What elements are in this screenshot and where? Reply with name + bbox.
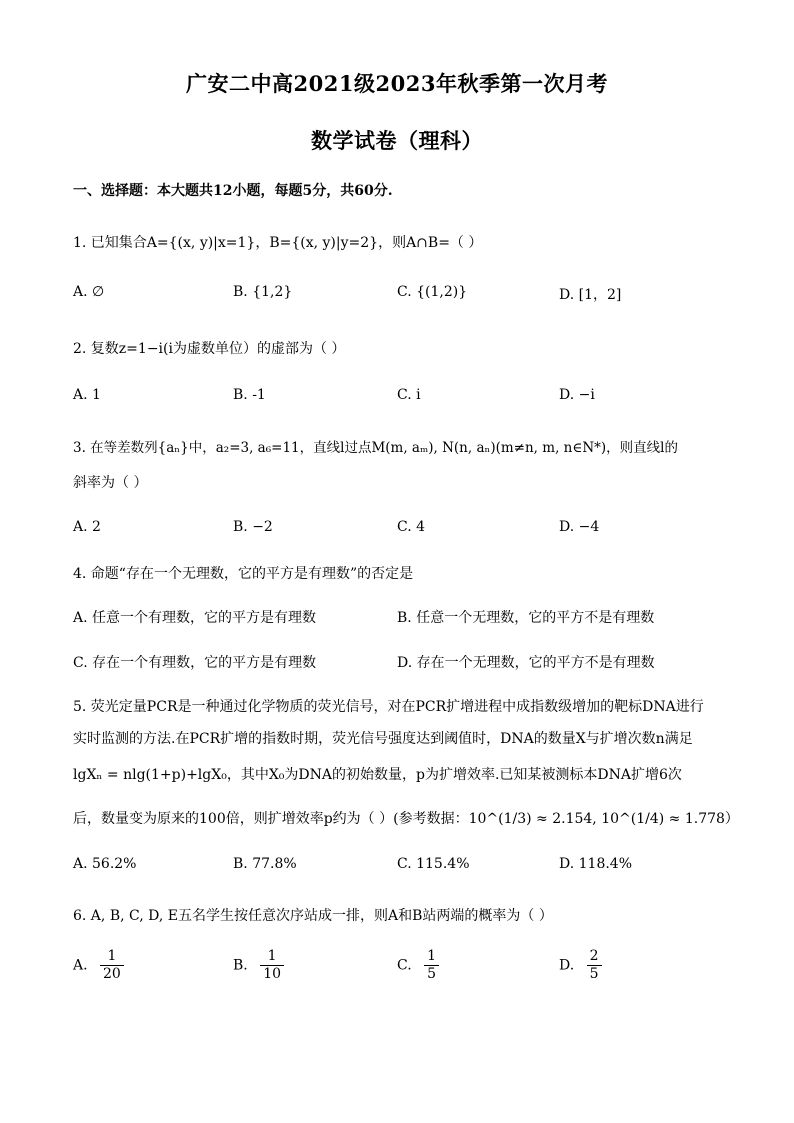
fraction-denominator: 5 xyxy=(589,966,599,982)
question-5-stem-line2: 实时监测的方法.在PCR扩增的指数时期，荧光信号强度达到阈值时，DNA的数量X与扩增次数n满足 xyxy=(73,731,693,747)
question-5-stem-line3: lgXₙ = nlg(1+p)+lgX₀，其中X₀为DNA的初始数量，p为扩增效率.已知某被测标本DNA扩增6次 xyxy=(73,767,682,783)
question-4-option-c: C. 存在一个有理数，它的平方是有理数 xyxy=(73,655,317,671)
question-1-option-a: A. ∅ xyxy=(73,284,105,300)
question-5-option-c: C. 115.4% xyxy=(397,856,470,872)
option-label: C. xyxy=(397,957,412,974)
question-1-stem: 1. 已知集合A={(x, y)|x=1}，B={(x, y)|y=2}，则A∩B=（ ） xyxy=(73,235,483,251)
option-label: D. xyxy=(559,957,575,974)
question-3-option-c: C. 4 xyxy=(397,519,426,535)
question-5-stem-line1: 5. 荧光定量PCR是一种通过化学物质的荧光信号，对在PCR扩增进程中成指数级增加的靶标DNA进行 xyxy=(73,699,704,715)
question-3-stem-line2: 斜率为（ ） xyxy=(73,475,148,491)
question-1-option-b: B. {1,2} xyxy=(233,284,293,300)
question-5-option-d: D. 118.4% xyxy=(559,856,633,872)
question-2-stem: 2. 复数z=1−i(i为虚数单位）的虚部为（ ） xyxy=(73,341,346,357)
option-label: B. xyxy=(233,957,248,974)
question-1-option-d: D. [1，2] xyxy=(559,287,622,303)
question-3-option-d: D. −4 xyxy=(559,519,600,535)
question-2-option-c: C. i xyxy=(397,387,421,403)
exam-title: 广安二中高2021级2023年秋季第一次月考 xyxy=(186,71,608,96)
question-5-stem-line4: 后，数量变为原来的100倍，则扩增效率p约为（ ）(参考数据：10^(1/3) ≈ 2.154, 10^(1/4) ≈ 1.778） xyxy=(73,811,739,827)
question-4-option-d: D. 存在一个无理数，它的平方不是有理数 xyxy=(397,655,655,671)
fraction-numerator: 1 xyxy=(100,948,124,966)
question-2-option-d: D. −i xyxy=(559,387,595,403)
fraction xyxy=(260,948,284,983)
fraction xyxy=(587,948,602,983)
question-2-option-b: B. -1 xyxy=(233,387,266,403)
question-3-option-a: A. 2 xyxy=(73,519,101,535)
question-6-option-d xyxy=(559,948,602,983)
question-2-option-a: A. 1 xyxy=(73,387,101,403)
question-6-option-c xyxy=(397,948,439,983)
fraction xyxy=(100,948,124,983)
question-6-option-b xyxy=(233,948,284,983)
question-6-stem: 6. A, B, C, D, E五名学生按任意次序站成一排，则A和B站两端的概率为（ ） xyxy=(73,908,553,924)
fraction-numerator: 2 xyxy=(587,948,602,966)
fraction-denominator: 5 xyxy=(427,966,437,982)
fraction-numerator: 1 xyxy=(424,948,439,966)
section-heading: 一、选择题：本大题共12小题，每题5分，共60分. xyxy=(73,183,393,199)
option-label: A. xyxy=(73,957,88,974)
fraction-denominator: 20 xyxy=(103,966,121,982)
question-4-stem: 4. 命题“存在一个无理数，它的平方是有理数”的否定是 xyxy=(73,566,414,582)
question-5-option-a: A. 56.2% xyxy=(73,856,137,872)
question-1-option-c: C. {(1,2)} xyxy=(397,284,468,300)
exam-subtitle: 数学试卷（理科） xyxy=(311,128,483,153)
question-4-option-a: A. 任意一个有理数，它的平方是有理数 xyxy=(73,610,317,626)
question-3-option-b: B. −2 xyxy=(233,519,273,535)
question-5-option-b: B. 77.8% xyxy=(233,856,297,872)
fraction xyxy=(424,948,439,983)
question-3-stem-line1: 3. 在等差数列{aₙ}中，a₂=3, a₆=11，直线l过点M(m, aₘ), N(n, aₙ)(m≠n, m, n∈N*)，则直线l的 xyxy=(73,440,678,456)
fraction-denominator: 10 xyxy=(263,966,282,982)
fraction-numerator: 1 xyxy=(260,948,284,966)
question-6-option-a xyxy=(73,948,124,983)
question-4-option-b: B. 任意一个无理数，它的平方不是有理数 xyxy=(397,610,655,626)
